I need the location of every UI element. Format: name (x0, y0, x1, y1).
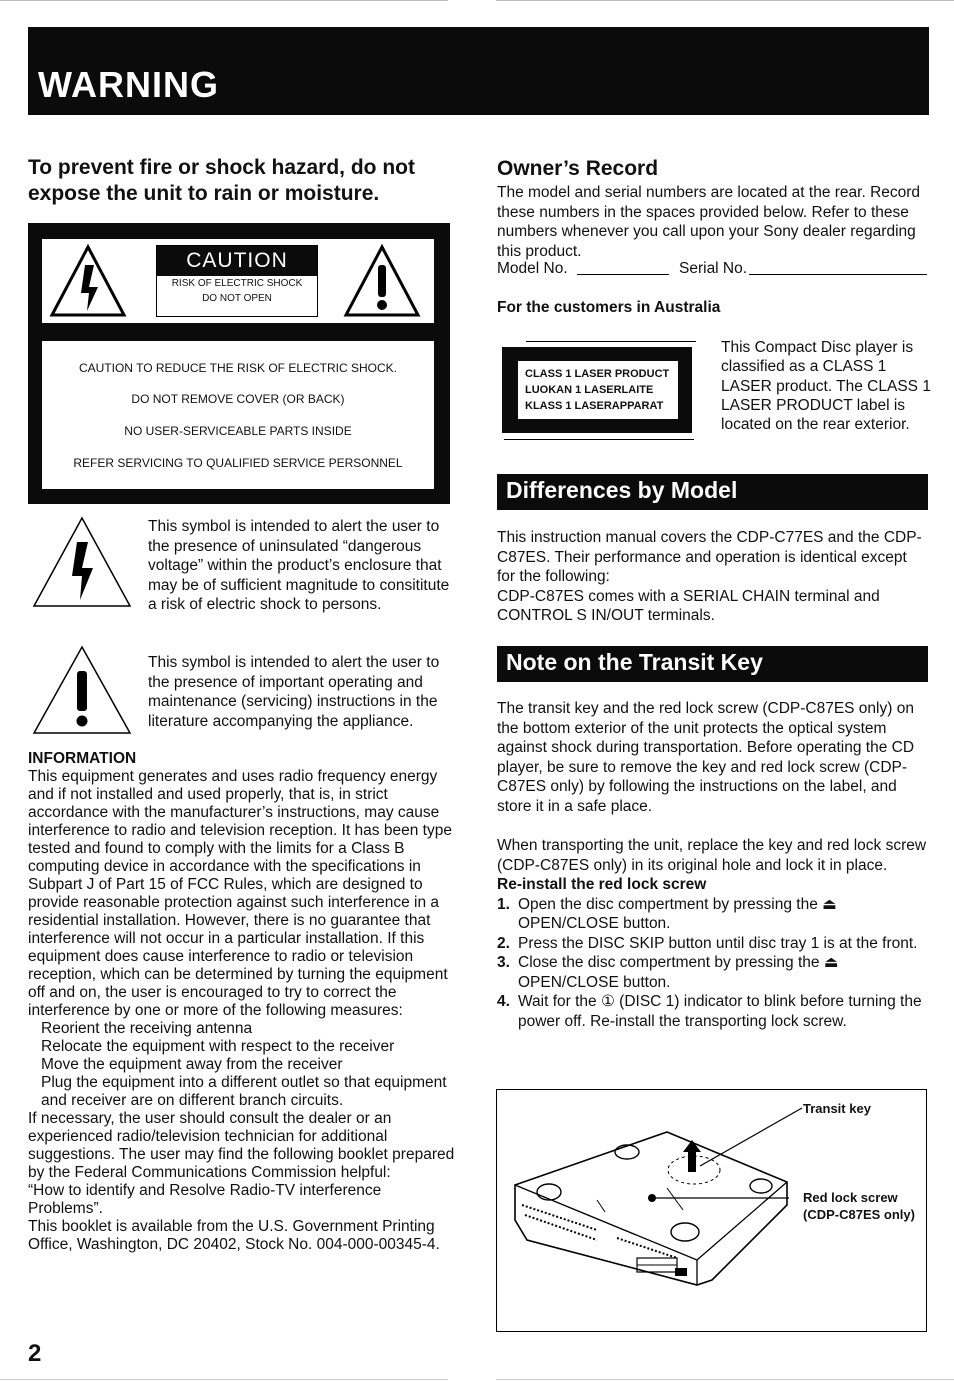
laser-label-line2: LUOKAN 1 LASERLAITE (525, 384, 654, 396)
step-text: Wait for the ① (DISC 1) indicator to blink before turning the power off. Re-install the transporting lock screw. (518, 993, 922, 1030)
caution-text-3: NO USER-SERVICEABLE PARTS INSIDE (124, 424, 352, 438)
step-text: Press the DISC SKIP button until disc tray 1 is at the front. (518, 934, 918, 952)
caution-plate-line2: DO NOT OPEN (202, 293, 272, 304)
information-para-4: This booklet is available from the U.S. Government Printing Office, Washington, DC 20402, Stock No. 004-000-00345-4. (28, 1218, 440, 1253)
step-number: 4. (497, 993, 510, 1010)
differences-para-2: CDP-C87ES comes with a SERIAL CHAIN terminal and CONTROL S IN/OUT terminals. (497, 587, 880, 624)
laser-label-line1: CLASS 1 LASER PRODUCT (525, 368, 670, 380)
model-serial-row (497, 260, 929, 278)
hazard-heading: To prevent fire or shock hazard, do not expose the unit to rain or moisture. (28, 156, 415, 205)
caution-plate-title: CAUTION (157, 246, 317, 276)
laser-label-inner (518, 361, 678, 419)
laser-label-frame (500, 341, 696, 441)
transit-para-1: The transit key and the red lock screw (CDP-C87ES only) on the bottom exterior of the unit protects the optical system against shock during transportation. Before operating the CD player, be sure to remove the key and red lock screw (CDP-C87ES only) by following the instructions on the label, and store it in a safe place. (497, 700, 915, 815)
owners-record-text: The model and serial numbers are located at the rear. Record these numbers in the spaces provided below. Refer to these numbers whenever you call upon your Sony dealer regarding this product. (497, 184, 921, 260)
serial-field-line (749, 274, 927, 275)
reinstall-steps (497, 895, 929, 1032)
step-number: 2. (497, 934, 510, 952)
transit-heading-bar (497, 646, 928, 682)
model-label: Model No. (497, 260, 568, 277)
information-para-2: If necessary, the user should consult the dealer or an experienced radio/television technician for additional suggestions. The user may find the following booklet prepared by the Federal Communications Commission helpful: (28, 1110, 455, 1181)
transit-text (497, 699, 929, 1031)
measure-item: Reorient the receiving antenna (41, 1020, 253, 1037)
bottom-rule-left (0, 1379, 448, 1380)
figure-label-transit-key: Transit key (803, 1101, 871, 1116)
australia-text: This Compact Disc player is classified as a CLASS 1 LASER product. The CLASS 1 LASER PRODUCT label is located on the rear exterior. (721, 339, 931, 434)
measure-item: Relocate the equipment with respect to the receiver (41, 1038, 395, 1055)
banner-title: WARNING (38, 64, 219, 105)
exclamation-symbol-icon (30, 643, 134, 737)
caution-text-4: REFER SERVICING TO QUALIFIED SERVICE PERSONNEL (73, 456, 403, 470)
differences-heading: Differences by Model (506, 477, 738, 503)
differences-para-1: This instruction manual covers the CDP-C77ES and the CDP-C87ES. Their performance and operation is identical except for the following: (497, 529, 922, 585)
step-item (497, 953, 929, 992)
information-para-3: “How to identify and Resolve Radio-TV interference Problems”. (28, 1182, 382, 1217)
exclamation-triangle-icon (342, 243, 422, 319)
step-item (497, 934, 929, 954)
australia-heading: For the customers in Australia (497, 299, 721, 316)
label-bottom-rule (504, 439, 694, 440)
step-text: Open the disc compertment by pressing the ⏏ OPEN/CLOSE button. (518, 895, 837, 932)
step-text: Close the disc compertment by pressing the ⏏ OPEN/CLOSE button. (518, 954, 839, 991)
serial-label: Serial No. (679, 260, 748, 277)
caution-plate (156, 245, 318, 317)
owners-record-heading: Owner’s Record (497, 157, 659, 180)
step-number: 1. (497, 895, 510, 913)
measure-item: Plug the equipment into a different outlet so that equipment and receiver are on different branch circuits. (41, 1074, 447, 1109)
laser-label (502, 347, 692, 433)
differences-heading-bar (497, 474, 928, 510)
information-para-1: This equipment generates and uses radio frequency energy and if not installed and used properly, that is, in strict accordance with the manufacturer’s instructions, may cause interference to radio and television reception. It has been type tested and found to comply with the limits for a Class B computing device in accordance with the specifications in Subpart J of Part 15 of FCC Rules, which are designed to provide reasonable protection against such interference in a residential installation. However, there is no guarantee that interference will not occur in a particular installation. If this equipment does cause interference to radio or television reception, which can be determined by turning the equipment off and on, the user is encouraged to try to correct the interference by one or more of the following measures: (28, 768, 452, 1019)
figure-label-red-screw: Red lock screw (803, 1190, 898, 1205)
laser-label-line3: KLASS 1 LASERAPPARAT (525, 400, 664, 412)
transit-key-figure (496, 1089, 927, 1332)
transit-para-2: When transporting the unit, replace the key and red lock screw (CDP-C87ES only) in its original hole and lock it in place. (497, 837, 927, 874)
top-rule-right (496, 0, 954, 1)
caution-text-2: DO NOT REMOVE COVER (OR BACK) (131, 392, 345, 406)
bottom-rule-right (496, 1379, 954, 1380)
lightning-symbol-text: This symbol is intended to alert the user to the presence of uninsulated “dangerous voltage” within the product’s enclosure that may be of sufficient magnitude to consititute a risk of electric shock to persons. (148, 518, 450, 613)
figure-label-red-screw-model: (CDP-C87ES only) (803, 1207, 915, 1222)
step-item (497, 992, 929, 1031)
differences-text (497, 528, 929, 626)
page-number: 2 (28, 1340, 42, 1367)
information-heading: INFORMATION (28, 750, 137, 767)
model-field-line (577, 274, 669, 275)
transit-heading: Note on the Transit Key (506, 649, 763, 675)
exclamation-symbol-text: This symbol is intended to alert the user to the presence of important operating and maintenance (servicing) instructions in the literature accompanying the appliance. (148, 654, 440, 730)
measure-item: Move the equipment away from the receiver (41, 1056, 343, 1073)
step-number: 3. (497, 954, 510, 971)
caution-text-1: CAUTION TO REDUCE THE RISK OF ELECTRIC SHOCK. (78, 361, 398, 375)
caution-label-box (28, 223, 450, 504)
caution-label-lower (42, 341, 434, 489)
caution-label-upper (42, 239, 434, 323)
lightning-triangle-icon (48, 243, 128, 319)
top-rule-left (0, 0, 448, 1)
caution-plate-line1: RISK OF ELECTRIC SHOCK (171, 278, 303, 289)
step-item (497, 895, 929, 934)
reinstall-heading: Re-install the red lock screw (497, 876, 707, 893)
information-body (28, 768, 458, 1254)
lightning-symbol-icon (30, 514, 134, 610)
label-top-rule (526, 341, 696, 342)
warning-banner (28, 27, 929, 115)
